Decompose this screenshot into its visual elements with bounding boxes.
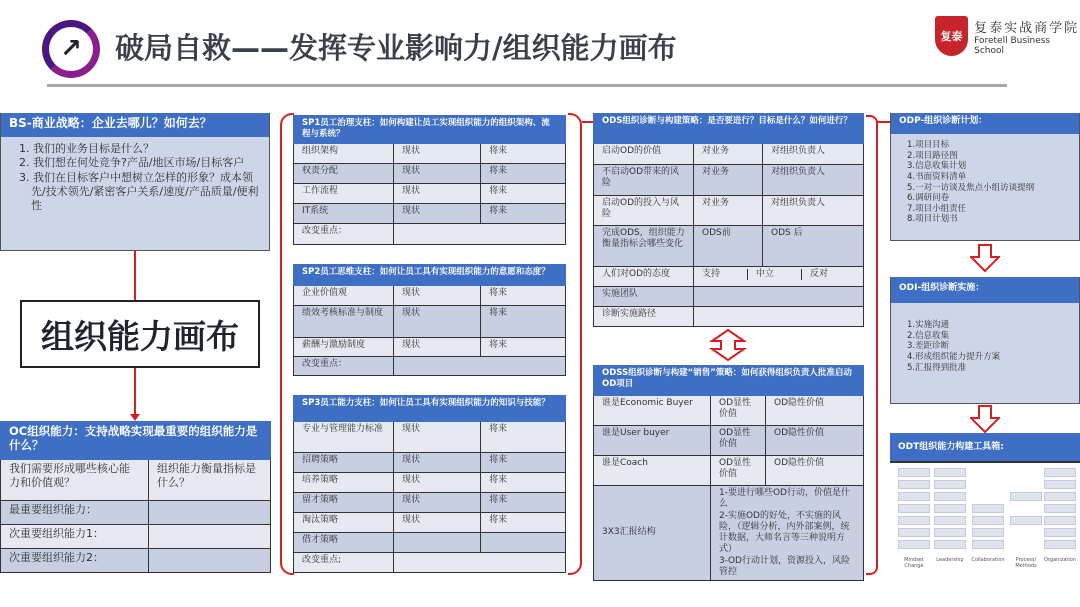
sp2-table bbox=[293, 264, 566, 376]
ods-table bbox=[593, 113, 864, 327]
table-cell: 将来 bbox=[481, 453, 566, 473]
table-cell: 启动OD的投入与风险 bbox=[594, 196, 694, 226]
table-cell: OD隐性价值 bbox=[766, 426, 864, 456]
table-cell: OD隐性价值 bbox=[766, 396, 864, 426]
odi-list bbox=[891, 303, 1079, 373]
table-cell: 现状 bbox=[394, 493, 481, 513]
table-cell: 对业务 bbox=[694, 165, 763, 196]
table-cell: 现状 bbox=[394, 306, 481, 338]
table-cell: 完成ODS，组织能力衡量指标会哪些变化 bbox=[594, 226, 694, 267]
brand-logo bbox=[935, 16, 1080, 56]
toolbox-diagram bbox=[892, 464, 1078, 574]
table-cell: 3X3汇报结构 bbox=[594, 486, 711, 581]
odt-title: ODT组织能力构建工具箱: bbox=[898, 442, 1004, 452]
table-row bbox=[294, 338, 566, 357]
list-item: 8.项目计划书 bbox=[907, 214, 958, 225]
toolbox-cell bbox=[1044, 504, 1076, 513]
table-cell bbox=[394, 224, 566, 245]
odp-box bbox=[890, 113, 1080, 241]
odp-title: ODP-组织诊断计划： bbox=[891, 113, 1079, 134]
table-cell: 谁是Coach bbox=[594, 456, 711, 486]
table-row bbox=[594, 196, 864, 226]
table-cell: 将来 bbox=[481, 338, 566, 357]
table-cell: 将来 bbox=[481, 422, 566, 453]
table-cell: 实施团队 bbox=[594, 287, 694, 307]
toolbox-cell bbox=[934, 480, 966, 489]
table-row bbox=[1, 460, 271, 501]
toolbox-column-label: Leadership bbox=[936, 557, 964, 563]
table-cell: OD显性价值 bbox=[711, 456, 766, 486]
table-cell: 最重要组织能力： bbox=[1, 501, 149, 525]
table-cell: 现状 bbox=[394, 164, 481, 184]
toolbox-column-label: Organization bbox=[1044, 557, 1076, 563]
table-cell: 对组织负责人 bbox=[763, 196, 864, 226]
arrow-up-right-icon: ↗ bbox=[42, 20, 100, 78]
table-cell bbox=[394, 553, 566, 573]
list-item: 3.信息收集计划 bbox=[907, 161, 967, 172]
list-item: 4.书面资料清单 bbox=[907, 171, 967, 182]
table-row bbox=[594, 226, 864, 267]
brand-name-cn: 复泰实战商学院 bbox=[974, 20, 1080, 36]
toolbox-cell bbox=[1044, 468, 1076, 477]
table-cell: 诊断实施路径 bbox=[594, 307, 694, 327]
table-row bbox=[1, 549, 271, 573]
table-cell: 组织架构 bbox=[294, 144, 394, 164]
toolbox-cell bbox=[934, 468, 966, 477]
table-row bbox=[594, 307, 864, 327]
table-row bbox=[294, 357, 566, 376]
oc-table bbox=[0, 421, 271, 573]
table-cell: 将来 bbox=[481, 144, 566, 164]
sp2-title: SP2员工思维支柱：如何让员工具有实现组织能力的意愿和态度？ bbox=[294, 265, 566, 286]
bs-box bbox=[0, 113, 270, 251]
table-cell: 现状 bbox=[394, 144, 481, 164]
table-cell bbox=[481, 533, 566, 553]
table-row bbox=[594, 456, 864, 486]
list-item: 3. 我们在目标客户中想树立怎样的形象？成本领先/技术领先/紧密客户关系/速度/产品质量/便利性 bbox=[19, 170, 259, 213]
sp3-title: SP3员工能力支柱：如何让员工具有实现组织能力的知识与技能？ bbox=[294, 396, 566, 422]
table-cell: 现状 bbox=[394, 513, 481, 533]
table-cell: 绩效考核标准与制度 bbox=[294, 306, 394, 338]
sp1-table bbox=[293, 115, 566, 245]
toolbox-cell bbox=[1044, 516, 1076, 525]
table-row bbox=[594, 267, 864, 287]
table-cell: 组织能力衡量指标是什么？ bbox=[149, 460, 271, 501]
oc-title: OC组织能力：支持战略实现最重要的组织能力是什么？ bbox=[1, 422, 271, 460]
toolbox-cell bbox=[1044, 528, 1076, 537]
title-divider bbox=[47, 84, 1007, 87]
toolbox-cell bbox=[898, 528, 930, 537]
table-cell: 对业务 bbox=[694, 196, 763, 226]
brand-name-en: Foretell Business School bbox=[974, 35, 1051, 56]
table-row bbox=[594, 396, 864, 426]
table-row bbox=[294, 493, 566, 513]
table-cell: 启动OD的价值 bbox=[594, 144, 694, 165]
table-row bbox=[294, 473, 566, 493]
arrow-down-icon bbox=[130, 414, 140, 421]
connector-line bbox=[582, 121, 593, 123]
toolbox-cell bbox=[898, 504, 930, 513]
sp1-title: SP1员工治理支柱：如何构建让员工实现组织能力的组织架构、流程与系统？ bbox=[294, 116, 566, 144]
table-cell: 将来 bbox=[481, 513, 566, 533]
sp3-table bbox=[293, 395, 566, 573]
table-cell: 对组织负责人 bbox=[763, 144, 864, 165]
table-cell: 支持 bbox=[702, 269, 721, 279]
table-cell: 1-要进行哪些OD行动，价值是什么 2-实施OD的好处，不实施的风险，（逻辑分析，内外部案例，统计数据，大师名言等三种说明方式） 3-OD行动计划，资源投入，风险管控 bbox=[711, 486, 864, 581]
list-item: 1. 我们的业务目标是什么？ bbox=[19, 142, 154, 155]
table-row bbox=[594, 426, 864, 456]
table-cell: 招聘策略 bbox=[294, 453, 394, 473]
table-cell: 借才策略 bbox=[294, 533, 394, 553]
table-cell: 现状 bbox=[394, 184, 481, 204]
double-arrow-icon bbox=[708, 328, 748, 362]
table-cell: 将来 bbox=[481, 493, 566, 513]
table-cell: 现状 bbox=[394, 473, 481, 493]
table-cell: 留才策略 bbox=[294, 493, 394, 513]
toolbox-cell bbox=[898, 516, 930, 525]
table-cell bbox=[149, 525, 271, 549]
table-cell: 改变重点： bbox=[294, 357, 394, 376]
table-row bbox=[294, 204, 566, 224]
table-cell-group bbox=[694, 267, 864, 287]
ods-title: ODS组织诊断与构建策略：是否要进行？目标是什么？如何进行？ bbox=[594, 114, 864, 144]
left-bracket bbox=[280, 113, 294, 575]
table-cell: OD显性价值 bbox=[711, 426, 766, 456]
table-cell: OD显性价值 bbox=[711, 396, 766, 426]
toolbox-cell bbox=[1010, 516, 1042, 525]
toolbox-cell bbox=[972, 528, 1004, 537]
toolbox-cell bbox=[934, 492, 966, 501]
toolbox-cell bbox=[898, 480, 930, 489]
right-bracket bbox=[568, 113, 582, 575]
list-item: 4.形成组织能力提升方案 bbox=[907, 351, 1001, 362]
table-cell bbox=[149, 549, 271, 573]
odi-title: ODI-组织诊断实施： bbox=[891, 277, 1079, 303]
toolbox-cell bbox=[898, 540, 930, 549]
toolbox-cell bbox=[898, 492, 930, 501]
table-row bbox=[294, 422, 566, 453]
table-cell bbox=[149, 501, 271, 525]
list-item: 2.项目路径图 bbox=[907, 150, 958, 161]
table-cell: 反对 bbox=[801, 269, 855, 280]
toolbox-cell bbox=[1044, 492, 1076, 501]
table-row bbox=[1, 501, 271, 525]
table-row bbox=[294, 144, 566, 164]
table-cell: 中立 bbox=[747, 269, 801, 280]
table-cell: 淘汰策略 bbox=[294, 513, 394, 533]
table-cell: 改变重点; bbox=[294, 553, 394, 573]
table-cell: ODS 后 bbox=[763, 226, 864, 267]
table-cell: 对业务 bbox=[694, 144, 763, 165]
table-cell: 工作流程 bbox=[294, 184, 394, 204]
bs-list bbox=[1, 137, 269, 213]
toolbox-cell bbox=[1044, 540, 1076, 549]
shield-logo-icon: 复泰 bbox=[935, 16, 968, 56]
toolbox-cell bbox=[972, 504, 1004, 513]
table-row bbox=[594, 486, 864, 581]
table-row bbox=[594, 144, 864, 165]
list-item: 1.项目目标 bbox=[907, 140, 950, 150]
arrow-down-icon bbox=[970, 244, 1000, 272]
table-row bbox=[1, 525, 271, 549]
list-item: 3.差距诊断 bbox=[907, 341, 950, 352]
table-cell: 企业价值观 bbox=[294, 286, 394, 306]
table-row bbox=[294, 513, 566, 533]
odp-list bbox=[891, 134, 1079, 225]
table-row bbox=[594, 165, 864, 196]
table-cell: 人们对OD的态度 bbox=[594, 267, 694, 287]
table-cell: 专业与管理能力标准 bbox=[294, 422, 394, 453]
toolbox-cell bbox=[1044, 480, 1076, 489]
table-row bbox=[294, 553, 566, 573]
table-row bbox=[294, 164, 566, 184]
table-cell bbox=[394, 533, 481, 553]
toolbox-cell bbox=[972, 540, 1004, 549]
table-row bbox=[294, 184, 566, 204]
table-cell: 谁是Economic Buyer bbox=[594, 396, 711, 426]
table-cell: 我们需要形成哪些核心能力和价值观？ bbox=[1, 460, 149, 501]
table-cell bbox=[694, 287, 864, 307]
table-cell: 权责分配 bbox=[294, 164, 394, 184]
table-cell: 对组织负责人 bbox=[763, 165, 864, 196]
table-cell: 谁是User buyer bbox=[594, 426, 711, 456]
table-cell bbox=[394, 357, 566, 376]
odss-table bbox=[593, 365, 864, 581]
odt-title-bar bbox=[890, 433, 1080, 463]
list-item: 1.实施沟通 bbox=[907, 320, 950, 330]
table-row bbox=[294, 533, 566, 553]
canvas-label: 组织能力画布 bbox=[20, 300, 260, 368]
table-cell: 现状 bbox=[394, 338, 481, 357]
toolbox-cell bbox=[1010, 492, 1042, 501]
right-bracket-2 bbox=[866, 115, 878, 575]
table-row bbox=[294, 286, 566, 306]
table-cell: 将来 bbox=[481, 184, 566, 204]
odi-box bbox=[890, 277, 1080, 404]
list-item: 5.一对一访谈及焦点小组访谈提纲 bbox=[907, 182, 1035, 193]
connector-line bbox=[876, 121, 890, 123]
toolbox-cell bbox=[934, 516, 966, 525]
table-row bbox=[294, 453, 566, 473]
table-cell: 次重要组织能力2： bbox=[1, 549, 149, 573]
table-cell: 现状 bbox=[394, 286, 481, 306]
table-cell: 将来 bbox=[481, 164, 566, 184]
table-cell: 不启动OD带来的风险 bbox=[594, 165, 694, 196]
toolbox-column-label: Mindset Change bbox=[904, 557, 924, 569]
table-row bbox=[294, 306, 566, 338]
table-cell: OD隐性价值 bbox=[766, 456, 864, 486]
odss-title: ODSS组织诊断与构建“销售”策略：如何获得组织负责人批准启动OD项目 bbox=[594, 366, 864, 396]
table-cell: ODS前 bbox=[694, 226, 763, 267]
table-cell: 现状 bbox=[394, 453, 481, 473]
page-title: 破局自救——发挥专业影响力/组织能力画布 bbox=[115, 31, 677, 65]
list-item: 2.信息收集 bbox=[907, 330, 950, 341]
table-cell: IT系统 bbox=[294, 204, 394, 224]
table-cell: 将来 bbox=[481, 473, 566, 493]
bs-title: BS-商业战略：企业去哪儿？如何去？ bbox=[1, 113, 269, 137]
table-cell: 现状 bbox=[394, 204, 481, 224]
table-cell: 将来 bbox=[481, 286, 566, 306]
table-cell: 现状 bbox=[394, 422, 481, 453]
table-row bbox=[594, 287, 864, 307]
list-item: 7.项目小组责任 bbox=[907, 203, 967, 214]
toolbox-column-label: Process/ Methods bbox=[1015, 557, 1037, 569]
toolbox-cell bbox=[934, 504, 966, 513]
toolbox-column-label: Collaboration bbox=[971, 557, 1005, 563]
arrow-down-icon bbox=[970, 405, 1000, 433]
table-cell bbox=[694, 307, 864, 327]
table-cell: 改变重点： bbox=[294, 224, 394, 245]
toolbox-cell bbox=[898, 468, 930, 477]
table-cell: 次重要组织能力1： bbox=[1, 525, 149, 549]
table-row bbox=[294, 224, 566, 245]
toolbox-cell bbox=[934, 528, 966, 537]
list-item: 5.汇报得到批准 bbox=[907, 362, 967, 373]
toolbox-cell bbox=[934, 540, 966, 549]
table-cell: 将来 bbox=[481, 204, 566, 224]
toolbox-cell bbox=[972, 516, 1004, 525]
table-cell: 薪酬与激励制度 bbox=[294, 338, 394, 357]
list-item: 6.调研问卷 bbox=[907, 193, 950, 204]
table-cell: 将来 bbox=[481, 306, 566, 338]
list-item: 2. 我们想在何处竞争?产品/地区市场/目标客户 bbox=[19, 156, 245, 170]
table-cell: 培养策略 bbox=[294, 473, 394, 493]
